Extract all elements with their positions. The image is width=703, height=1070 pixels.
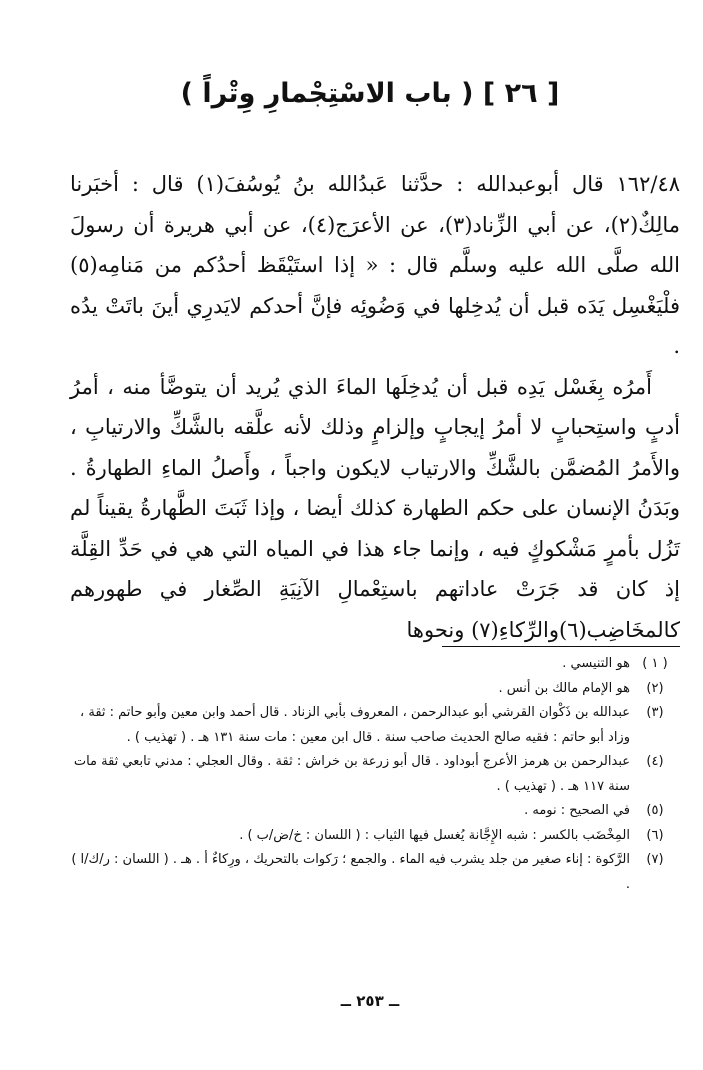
main-text [70,164,680,650]
footnote-number: (٦) [646,827,664,843]
footnote-text: عبدالله بن ذَكْوان القرشي أبو عبدالرحمن ، المعروف بأبي الزناد . قال أحمد وابن معين وأبو حاتم : ثقة ، وزاد أبو حاتم : فقيه صالح الحديث صاحب سنة . قال ابن معين : مات سنة ١٣١ هـ . ( تهذيب ) . [80,705,630,745]
footnote-item [70,677,680,702]
footnote-item [70,824,680,849]
footnote-item [70,750,680,799]
commentary-paragraph: أَمرُه بِغَسْل يَدِه قبل أن يُدخِلَها الماءَ الذي يُريد أن يتوضَّأ منه ، أمرُ أدبٍ واستِحبابٍ لا أمرُ إيجابٍ وإلزامٍ وذلك لأنه علَّقه بالشَّكِّ والارتيابِ ، والأَمرُ المُضمَّن بالشَّكِّ والارتياب لايكون واجباً ، وأَصلُ الماءِ الطهارةُ . وبَدَنُ الإنسان على حكم الطهارة كذلك أيضا ، وإذا ثَبَتَ الطَّهارةُ يقيناً لم تَزُل بأمرٍ مَشْكوكٍ فيه ، وإنما جاء هذا في المياه التي هي في حَدِّ القِلَّة إذ كان قد جَرَتْ عاداتهم باستِعْمالِ الآنِيَةِ الصِّغار في طهورهم كالمخَاضِب(٦)والرِّكاءِ(٧) ونحوها [70,374,680,642]
footnote-text: هو الإمام مالك بن أنس . [498,680,630,696]
footnote-number: (٧) [646,852,664,867]
footnote-text: عبدالرحمن بن هرمز الأعرج أبوداود . قال أبو زرعة بن خراش : ثقة . وقال العجلي : مدني تابعي ثقة مات سنة ١١٧ هـ . ( تهذيب ) . [73,754,630,794]
footnote-item [70,848,680,897]
footnote-text: المِخْضَب بالكسر : شبه الإِجَّانة يُغسل فيها الثياب : ( اللسان : خ/ض/ب ) . [239,827,630,843]
hadith-paragraph: ١٦٢/٤٨ قال أبوعبدالله : حدَّثنا عَبدُالله بنُ يُوسُفَ(١) قال : أخبَرنا مالِكٌ(٢)، عن أبي الزِّناد(٣)، عن الأعرَج(٤)، عن أبي هريرة أن رسولَ الله صلَّى الله عليه وسلَّم قال : « إذا استَيْقَظ أحدُكم من مَنامِه(٥) فلْيَغْسِل يَدَه قبل أن يُدخِلها في وَضُوئِه فإنَّ أحدكم لايَدرِي أينَ باتَتْ يدُه . [70,172,681,358]
footnotes [70,652,680,897]
footnote-number: (٢) [646,680,664,696]
footnote-number: (٤) [646,754,664,769]
footnote-text: في الصحيح : نومه . [524,803,630,818]
footnote-item [70,799,680,824]
footnote-number: (٥) [646,803,664,818]
page-number: ــ ٢٥٣ ــ [340,992,400,1010]
footnote-item [70,701,680,750]
footnote-text: هو التنيسي . [562,656,630,671]
chapter-title: [ ٢٦ ] ( باب الاسْتِجْمارِ وِتْراً ) [180,78,560,109]
footnote-item [70,652,680,677]
footnote-number: ( ١ ) [642,656,668,671]
footnote-divider [442,646,680,647]
footnote-number: (٣) [646,705,664,720]
footnote-text: الرَّكوة : إناء صغير من جلد يشرب فيه الماء . والجمع ؛ رَكوات بالتحريك ، ورِكاءٌ أ . هـ . ( اللسان : ر/ك/ا ) . [71,852,630,892]
document-page [60,0,680,1070]
